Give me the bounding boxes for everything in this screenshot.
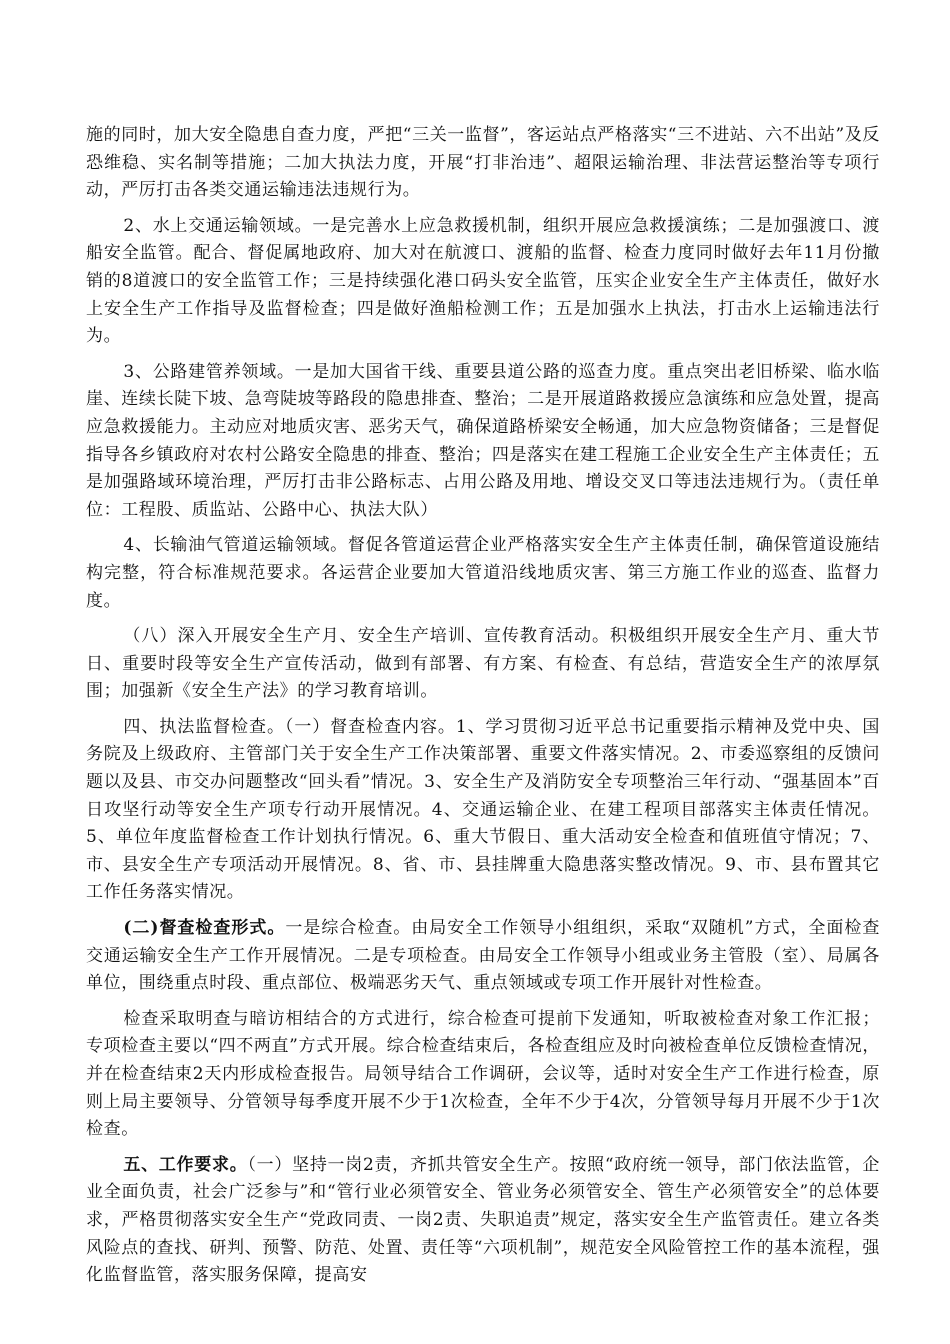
paragraph-4-pipeline <box>86 532 880 615</box>
paragraph-6-text: 四、执法监督检查。（一）督查检查内容。1、学习贯彻习近平总书记重要指示精神及党中央、国务院及上级政府、主管部门关于安全生产工作决策部署、重要文件落实情况。2、市委巡察组的反馈问题以及县、市交办问题整改“回头看”情况。3、安全生产及消防安全专项整治三年行动、“强基固本”百日攻坚行动等安全生产项专行动开展情况。4、交通运输企业、在建工程项目部落实主体责任情况。5、单位年度监督检查工作计划执行情况。6、重大节假日、重大活动安全检查和值班值守情况；7、市、县安全生产专项活动开展情况。8、省、市、县挂牌重大隐患落实整改情况。9、市、县布置其它工作任务落实情况。 <box>86 716 880 903</box>
paragraph-1 <box>86 122 880 205</box>
paragraph-5-safety-month <box>86 623 880 706</box>
paragraph-4-text: 4、长输油气管道运输领域。督促各管道运营企业严格落实安全生产主体责任制，确保管道设施结构完整，符合标准规范要求。各运营企业要加大管道沿线地质灾害、第三方施工作业的巡查、监督力度。 <box>86 535 880 611</box>
paragraph-3-text: 3、公路建管养领域。一是加大国省干线、重要县道公路的巡查力度。重点突出老旧桥梁、临水临崖、连续长陡下坡、急弯陡坡等路段的隐患排查、整治；二是开展道路救援应急演练和应急处置，提高应急救援能力。主动应对地质灾害、恶劣天气，确保道路桥梁安全畅通，加大应急物资储备；三是督促指导各乡镇政府对农村公路安全隐患的排查、整治；四是落实在建工程施工企业安全生产主体责任；五是加强路域环境治理，严厉打击非公路标志、占用公路及用地、增设交叉口等违法违规行为。（责任单位：工程股、质监站、公路中心、执法大队） <box>86 361 880 520</box>
paragraph-7-inspection-form <box>86 915 880 998</box>
paragraph-7-text: 一是综合检查。由局安全工作领导小组组织，采取“双随机”方式，全面检查交通运输安全生产工作开展情况。二是专项检查。由局安全工作领导小组或业务主管股（室）、局属各单位，围绕重点时段、重点部位、极端恶劣天气、重点领域或专项工作开展针对性检查。 <box>86 918 880 994</box>
paragraph-9-text: （一）坚持一岗2责，齐抓共管安全生产。按照“政府统一领导，部门依法监管，企业全面负责，社会广泛参与”和“管行业必须管安全、管业务必须管安全、管生产必须管安全”的总体要求，严格贯彻落实安全生产“党政同责、一岗2责、失职追责”规定，落实安全生产监管责任。建立各类风险点的查找、研判、预警、防范、处置、责任等“六项机制”，规范安全风险管控工作的基本流程，强化监督监管，落实服务保障，提高安 <box>86 1154 880 1286</box>
paragraph-8-inspection-method <box>86 1006 880 1144</box>
paragraph-9-heading: 五、工作要求。 <box>123 1154 248 1175</box>
paragraph-5-text: （八）深入开展安全生产月、安全生产培训、宣传教育活动。积极组织开展安全生产月、重大节日、重要时段等安全生产宣传活动，做到有部署、有方案、有检查、有总结，营造安全生产的浓厚氛围；加强新《安全生产法》的学习教育培训。 <box>86 626 880 702</box>
paragraph-2-text: 2、水上交通运输领域。一是完善水上应急救援机制，组织开展应急救援演练；二是加强渡口、渡船安全监管。配合、督促属地政府、加大对在航渡口、渡船的监督、检查力度同时做好去年11月份撤销的8道渡口的安全监管工作；三是持续强化港口码头安全监管，压实企业安全生产主体责任，做好水上安全生产工作指导及监督检查；四是做好渔船检测工作；五是加强水上执法，打击水上运输违法行为。 <box>86 215 880 347</box>
paragraph-2-waterway <box>86 213 880 351</box>
paragraph-3-highway <box>86 359 880 525</box>
paragraph-1-text: 施的同时，加大安全隐患自查力度，严把“三关一监督”，客运站点严格落实“三不进站、六不出站”及反恐维稳、实名制等措施；二加大执法力度，开展“打非治违”、超限运输治理、非法营运整治等专项行动，严厉打击各类交通运输违法违规行为。 <box>86 125 880 201</box>
paragraph-9-work-requirements <box>86 1152 880 1290</box>
paragraph-6-inspection-content <box>86 714 880 907</box>
paragraph-7-heading: (二)督查检查形式。 <box>123 918 286 939</box>
paragraph-8-text: 检查采取明查与暗访相结合的方式进行，综合检查可提前下发通知，听取被检查对象工作汇报；专项检查主要以“四不两直”方式开展。综合检查结束后，各检查组应及时向被检查单位反馈检查情况，并在检查结束2天内形成检查报告。局领导结合工作调研，会议等，适时对安全生产工作进行检查，原则上局主要领导、分管领导每季度开展不少于1次检查，全年不少于4次，分管领导每月开展不少于1次检查。 <box>86 1008 880 1140</box>
document-body <box>86 122 880 1298</box>
